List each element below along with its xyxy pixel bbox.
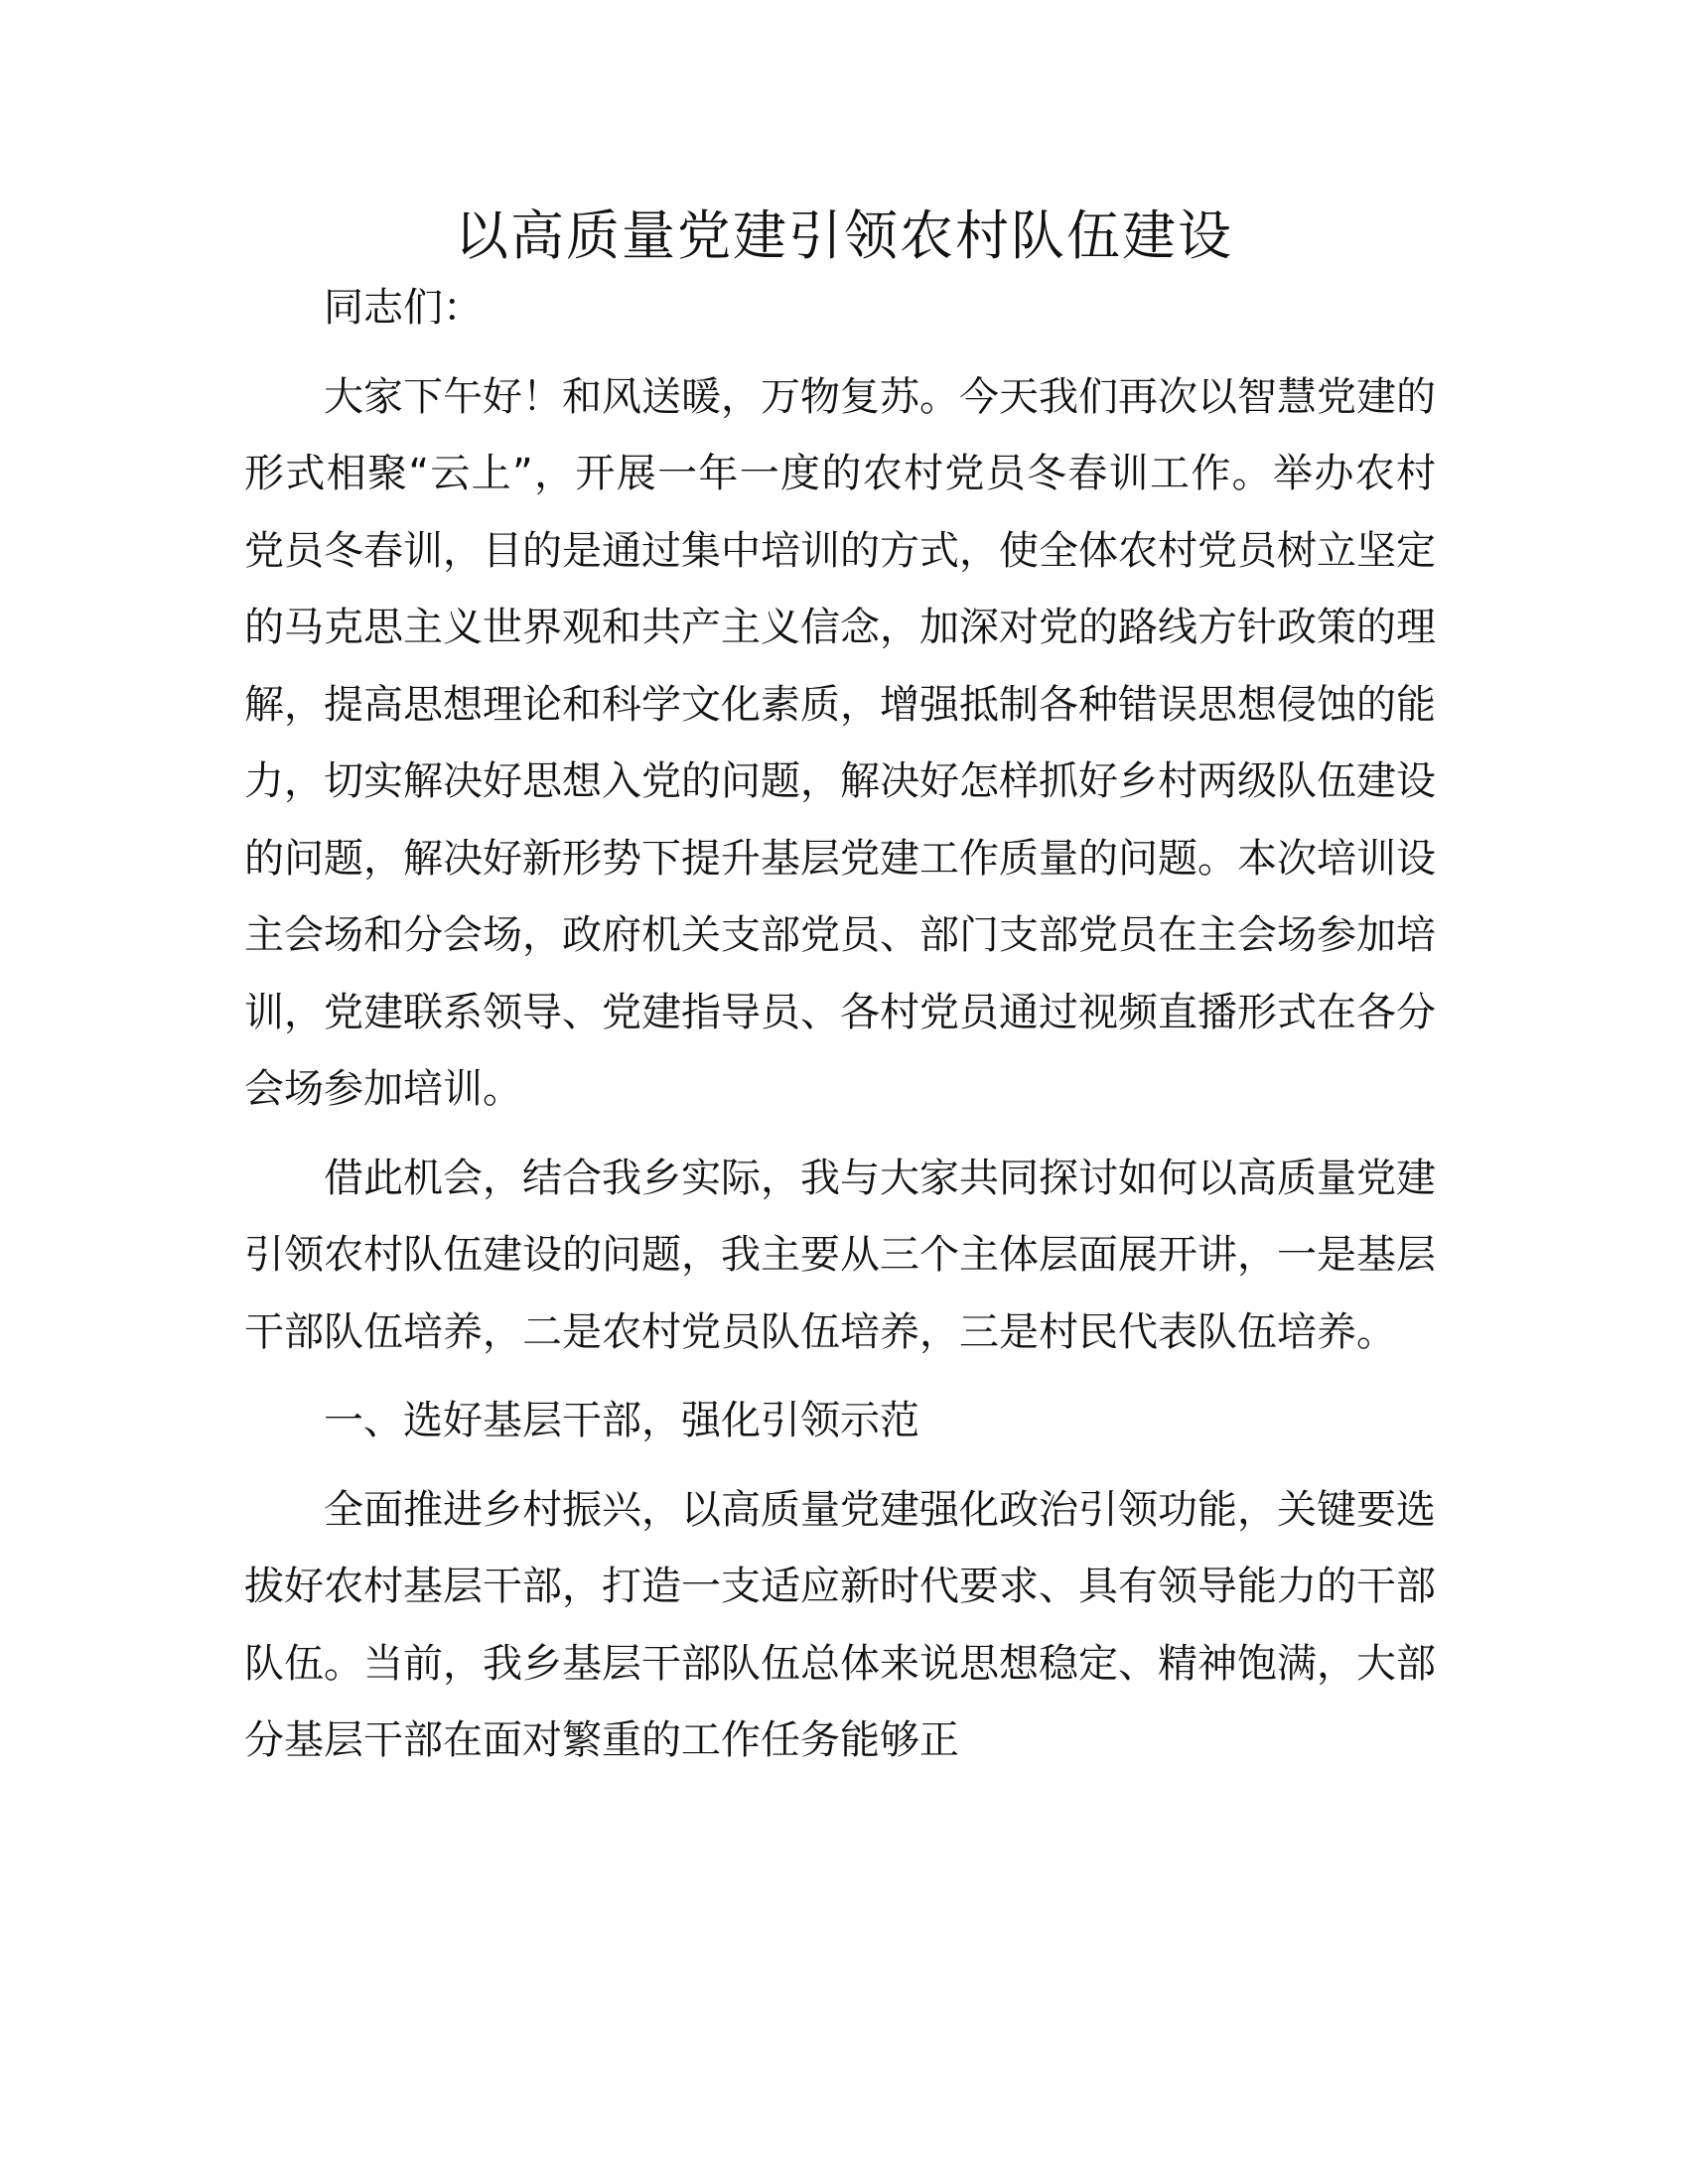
intro-paragraph: 大家下午好！和风送暖，万物复苏。今天我们再次以智慧党建的形式相聚“云上”，开展一年一度的农村党员冬春训工作。举办农村党员冬春训，目的是通过集中培训的方式，使全体农村党员树立坚定的马克思主义世界观和共产主义信念，加深对党的路线方针政策的理解，提高思想理论和科学文化素质，增强抵制各种错误思想侵蚀的能力，切实解决好思想入党的问题，解决好怎样抓好乡村两级队伍建设的问题，解决好新形势下提升基层党建工作质量的问题。本次培训设主会场和分会场，政府机关支部党员、部门支部党员在主会场参加培训，党建联系领导、党建指导员、各村党员通过视频直播形式在各分会场参加培训。 [244,373,1436,1112]
document-title: 以高质量党建引领农村队伍建设 [455,205,1233,267]
section-heading: 一、选好基层干部，强化引领示范 [324,1398,919,1443]
greeting-paragraph: 同志们： [324,285,483,331]
topic-paragraph: 借此机会，结合我乡实际，我与大家共同探讨如何以高质量党建引领农村队伍建设的问题，我主要从三个主体层面展开讲，一是基层干部队伍培养，二是农村党员队伍培养，三是村民代表队伍培养。 [244,1155,1436,1355]
section-paragraph: 全面推进乡村振兴，以高质量党建强化政治引领功能，关键要选拔好农村基层干部，打造一支适应新时代要求、具有领导能力的干部队伍。当前，我乡基层干部队伍总体来说思想稳定、精神饱满，大部分基层干部在面对繁重的工作任务能够正 [244,1486,1436,1763]
document-body [244,270,1436,1792]
